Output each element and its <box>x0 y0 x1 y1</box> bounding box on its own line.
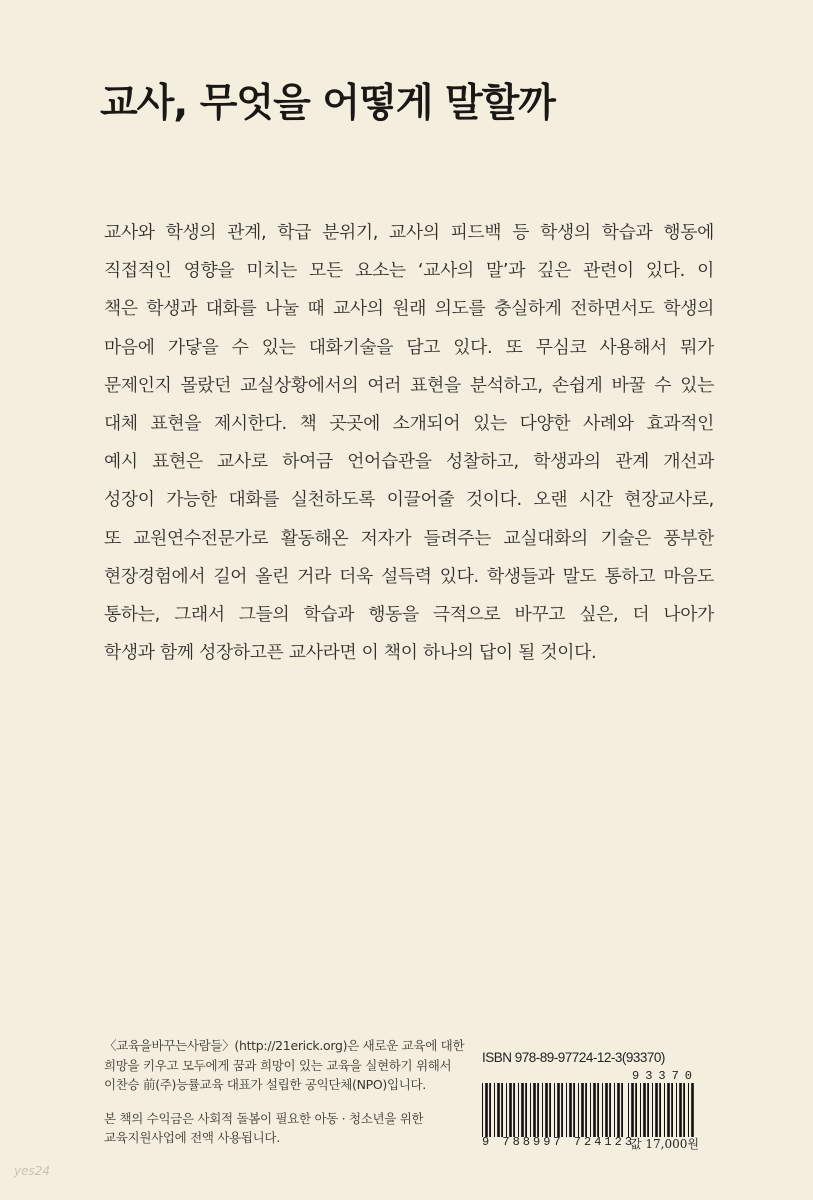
publisher-notes <box>104 1036 464 1148</box>
barcode-bar <box>667 1083 670 1137</box>
barcode-bar <box>635 1083 637 1137</box>
barcode-bar <box>557 1083 560 1137</box>
barcode-bar <box>664 1083 665 1137</box>
barcode-bar <box>566 1083 567 1137</box>
donation-note-line: 교육지원사업에 전액 사용됩니다. <box>104 1130 280 1145</box>
barcode-bar <box>518 1083 519 1137</box>
publisher-note-line: 희망을 키우고 모두에게 꿈과 희망이 있는 교육을 실현하기 위해서 <box>104 1057 452 1073</box>
description-line: 직접적인 영향을 미치는 모든 요소는 ‘교사의 말’과 깊은 관련이 있다. 이 <box>104 260 714 282</box>
barcode-bar <box>554 1083 555 1137</box>
barcode-bar <box>506 1083 507 1137</box>
barcode-bar <box>590 1083 591 1137</box>
barcode-bar <box>561 1083 563 1137</box>
barcode-bar <box>631 1083 634 1137</box>
price-label: 값 17,000원 <box>630 1137 699 1151</box>
barcode-area <box>482 1069 712 1151</box>
barcode-main-digits: 9 788997 724123 <box>482 1135 636 1149</box>
description-line: 또 교원연수전문가로 활동해온 저자가 들려주는 교실대화의 기술은 풍부한 <box>104 527 714 549</box>
barcode-bar <box>578 1083 579 1137</box>
barcode-bar <box>585 1083 587 1137</box>
barcode-bar <box>581 1083 584 1137</box>
barcode-bar <box>501 1083 503 1137</box>
barcode-bar <box>679 1083 682 1137</box>
barcode-addon-digits: 93370 <box>632 1069 699 1083</box>
barcode-bar <box>671 1083 673 1137</box>
barcode-bar <box>609 1083 611 1137</box>
description-line: 성장이 가능한 대화를 실천하도록 이끌어줄 것이다. 오랜 시간 현장교사로, <box>104 489 714 511</box>
publisher-note-line: 〈교육을바꾸는사람들〉(http://21erick.org)은 새로운 교육에 대한 <box>104 1038 465 1053</box>
barcode-bar <box>647 1083 649 1137</box>
barcode-addon <box>628 1083 694 1137</box>
watermark: yes24 <box>14 1164 51 1178</box>
isbn-block <box>482 1050 712 1151</box>
barcode-bar <box>497 1083 500 1137</box>
barcode-bar <box>569 1083 572 1137</box>
description-line: 문제인지 몰랐던 교실상황에서의 여러 표현을 분석하고, 손쉽게 바꿀 수 있는 <box>104 374 714 396</box>
barcode-bar <box>542 1083 543 1137</box>
description-line: 교사와 학생의 관계, 학급 분위기, 교사의 피드백 등 학생의 학습과 행동에 <box>104 222 714 243</box>
book-description <box>104 214 714 672</box>
barcode-bar <box>643 1083 646 1137</box>
barcode-bar <box>621 1083 623 1137</box>
barcode-bar <box>659 1083 661 1137</box>
barcode-bar <box>530 1083 531 1137</box>
barcode-bar <box>482 1083 483 1137</box>
barcode-bar <box>683 1083 685 1137</box>
book-title: 교사, 무엇을 어떻게 말할까 <box>100 81 555 126</box>
description-line: 통하는, 그래서 그들의 학습과 행동을 극적으로 바꾸고 싶은, 더 나아가 <box>104 603 714 625</box>
barcode-bar <box>525 1083 527 1137</box>
barcode-bar <box>605 1083 608 1137</box>
donation-note-line: 본 책의 수익금은 사회적 돌봄이 필요한 아동 · 청소년을 위한 <box>104 1110 424 1126</box>
barcode-bar <box>691 1083 694 1137</box>
barcode-bar <box>652 1083 653 1137</box>
description-line: 현장경험에서 길어 올린 거라 더욱 설득력 있다. 학생들과 말도 통하고 마음도 <box>104 565 714 587</box>
barcode-bar <box>573 1083 575 1137</box>
barcode-bar <box>597 1083 599 1137</box>
publisher-note-line: 이찬승 前(주)능률교육 대표가 설립한 공익단체(NPO)입니다. <box>104 1077 426 1092</box>
barcode-bar <box>688 1083 689 1137</box>
barcode-bar <box>676 1083 677 1137</box>
barcode-bar <box>655 1083 658 1137</box>
barcode-bar <box>494 1083 495 1137</box>
isbn-number: ISBN 978-89-97724-12-3(93370) <box>482 1050 665 1065</box>
description-line: 대체 표현을 제시한다. 책 곳곳에 소개되어 있는 다양한 사례와 효과적인 <box>104 412 714 434</box>
description-line: 책은 학생과 대화를 나눌 때 교사의 원래 의도를 충실하게 전하면서도 학생의 <box>104 298 714 320</box>
barcode-bar <box>640 1083 641 1137</box>
barcode-bar <box>509 1083 512 1137</box>
barcode-bar <box>513 1083 515 1137</box>
barcode-bar <box>545 1083 548 1137</box>
barcode-bar <box>537 1083 539 1137</box>
barcode-bar <box>617 1083 620 1137</box>
barcode-bar <box>485 1083 488 1137</box>
barcode-bar <box>533 1083 536 1137</box>
barcode-bar <box>614 1083 615 1137</box>
barcode-bar <box>549 1083 551 1137</box>
barcode-bar <box>602 1083 603 1137</box>
barcode-main <box>482 1083 624 1137</box>
barcode-bar <box>521 1083 524 1137</box>
barcode-bar <box>628 1083 629 1137</box>
description-line: 학생과 함께 성장하고픈 교사라면 이 책이 하나의 답이 될 것이다. <box>104 642 597 664</box>
barcode-bar <box>489 1083 491 1137</box>
description-line: 예시 표현은 교사로 하여금 언어습관을 성찰하고, 학생과의 관계 개선과 <box>104 451 714 473</box>
description-line: 마음에 가닿을 수 있는 대화기술을 담고 있다. 또 무심코 사용해서 뭐가 <box>104 336 714 358</box>
barcode-bar <box>593 1083 596 1137</box>
